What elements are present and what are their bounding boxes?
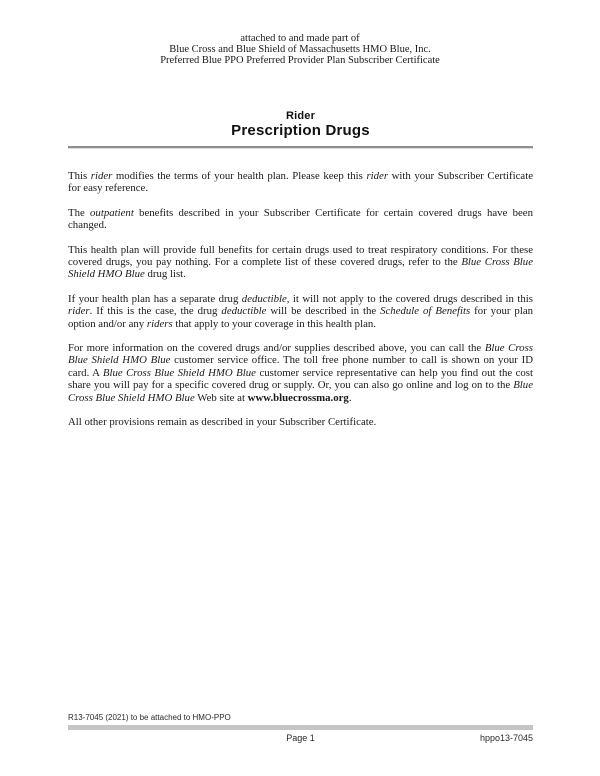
text-run: This health plan will provide full benefits for certain drugs used to treat respiratory conditions. For these covered drugs, you pay nothing. For a complete list of these covered drugs, refer to the — [68, 243, 533, 269]
text-run: with your Subscriber Certificate for easy reference. — [68, 170, 533, 195]
text-run: Web site at — [194, 391, 248, 404]
text-run: . — [348, 391, 352, 404]
text-run: Schedule of Benefits — [380, 305, 471, 318]
text-run: . If this is the case, the drug — [89, 305, 222, 318]
page-number: Page 1 — [286, 733, 315, 743]
text-run: drug list. — [144, 268, 186, 281]
text-run: riders — [146, 317, 173, 330]
text-run: for your plan option and/or any — [68, 305, 534, 330]
text-run: Blue Cross Blue Shield HMO Blue — [68, 342, 533, 367]
text-run: customer service office. The toll free phone number to call is shown on your ID card. A — [68, 354, 533, 379]
text-run: Blue Cross Blue Shield HMO Blue — [68, 256, 533, 281]
text-run: will be described in the — [266, 305, 381, 318]
text-run: All other provisions remain as described in your Subscriber Certificate. — [68, 416, 377, 429]
paragraph-respiratory-drugs — [68, 244, 533, 281]
attachment-header — [0, 33, 600, 66]
paragraph-intro — [68, 170, 533, 195]
paragraph-more-information — [68, 342, 533, 404]
text-run: outpatient — [90, 206, 134, 219]
rider-kicker: Rider — [285, 110, 316, 122]
text-run: rider — [366, 170, 389, 182]
header-line-2: Blue Cross and Blue Shield of Massachusetts HMO Blue, Inc. — [169, 44, 431, 55]
text-run: www.bluecrossma.org — [247, 391, 349, 404]
paragraph-other-provisions — [68, 416, 533, 428]
text-run: Blue Cross Blue Shield HMO Blue — [102, 366, 256, 379]
page-title: Prescription Drugs — [231, 122, 370, 139]
header-line-3: Preferred Blue PPO Preferred Provider Plan Subscriber Certificate — [160, 55, 440, 66]
form-reference-note: R13-7045 (2021) to be attached to HMO-PPO — [68, 713, 231, 722]
text-run: The — [68, 206, 91, 219]
text-run: For more information on the covered drugs and/or supplies described above, you can call the — [68, 342, 485, 355]
text-run: that apply to your coverage in this health plan. — [172, 317, 376, 330]
document-body — [68, 170, 533, 429]
header-line-1: attached to and made part of — [240, 33, 360, 44]
text-run: customer service representative can help you find out the cost share you will pay for a specific covered drug or supply. Or, you can also go online and log on to the — [68, 366, 534, 392]
title-divider — [68, 146, 533, 149]
text-run: rider — [90, 170, 113, 182]
text-run: rider — [68, 305, 90, 318]
title-block — [68, 110, 533, 149]
text-run: modifies the terms of your health plan. Please keep this — [112, 170, 367, 182]
text-run: This — [68, 170, 91, 182]
footer-row — [68, 733, 533, 744]
form-code: hppo13-7045 — [479, 733, 533, 743]
document-footer — [68, 713, 533, 744]
paragraph-benefits-changed — [68, 207, 533, 232]
text-run: deductible — [241, 292, 287, 305]
footer-divider-bar — [68, 725, 533, 730]
text-run: If your health plan has a separate drug — [68, 292, 242, 305]
text-run: deductible — [221, 305, 267, 318]
text-run: Blue Cross Blue Shield HMO Blue — [68, 379, 533, 404]
text-run: benefits described in your Subscriber Certificate for certain covered drugs have been changed. — [68, 206, 533, 232]
text-run: , it will not apply to the covered drugs described in this — [286, 292, 533, 305]
paragraph-deductible — [68, 293, 533, 330]
